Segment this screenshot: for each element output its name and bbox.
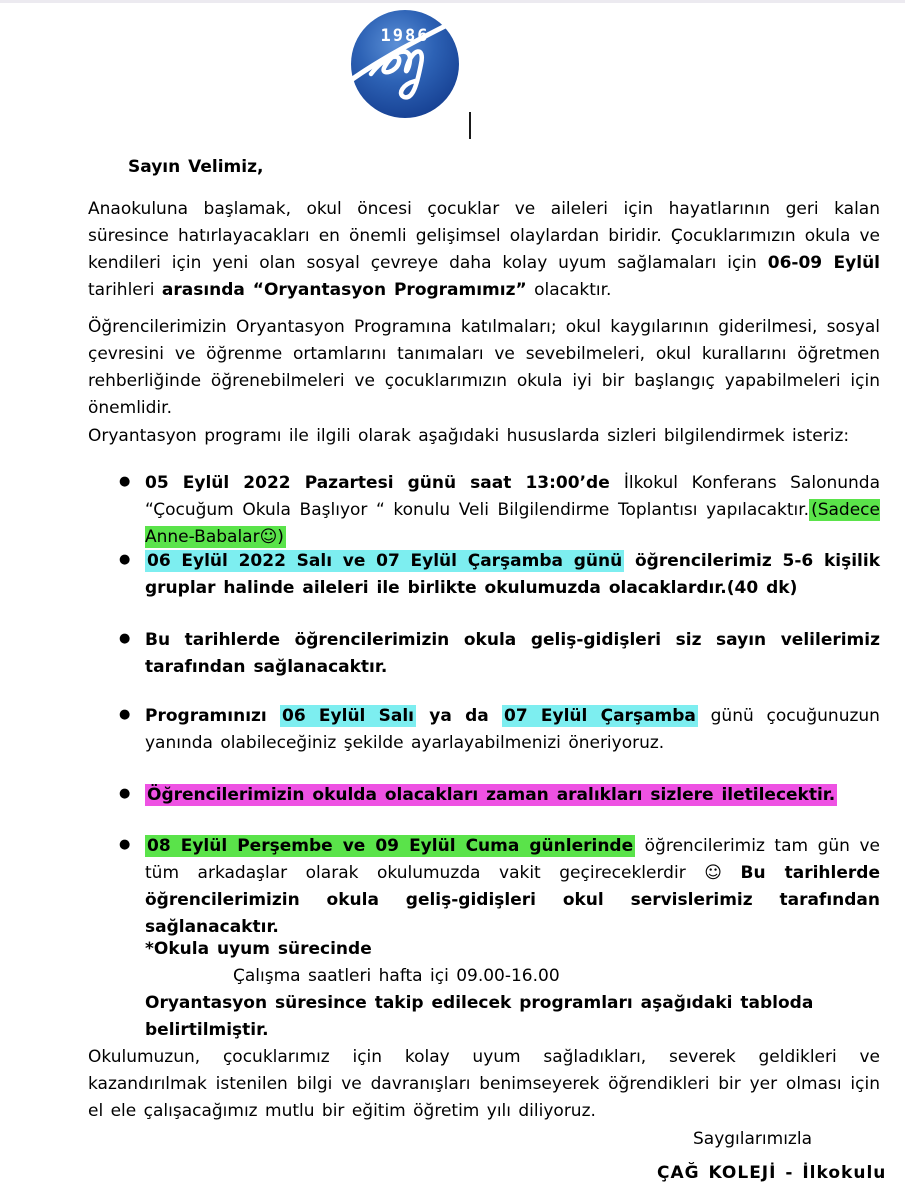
text-segment-highlight-cyan: 06 Eylül Salı — [282, 706, 414, 726]
paragraph-bullet-lead-in: Oryantasyon programı ile ilgili olarak aşağıdaki hususlarda sizleri bilgilendirmek isteriz: — [88, 426, 850, 446]
text-segment-highlight-green: 08 Eylül Perşembe ve 09 Eylül Cuma günlerinde — [147, 836, 634, 856]
text-segment: 06-09 Eylül — [767, 253, 880, 273]
text-cursor-caret — [469, 112, 471, 139]
text-segment: ya da — [416, 706, 502, 726]
text-segment: Anaokuluna başlamak, okul öncesi çocuklar ve aileleri için hayatlarının geri kalan süresince hatırlayacakları en önemli gelişimsel olaylardan biridir. Çocuklarımızın okula ve kendileri için yeni olan sosyal çevreye daha kolay uyum sağlamaları için — [88, 199, 880, 273]
text-segment-highlight-magenta: Öğrencilerimizin okulda olacakları zaman aralıkları sizlere iletilecektir. — [147, 785, 836, 805]
bullet-text — [145, 835, 880, 937]
text-segment: Programınızı — [145, 706, 280, 726]
bullet-text — [145, 784, 837, 806]
bullet-parent-transport — [119, 627, 880, 681]
text-segment-highlight-green: (Sadece Anne-Babalar☺) — [145, 500, 880, 547]
text-segment: 05 Eylül 2022 Pazartesi günü saat 13:00’de — [145, 473, 624, 493]
text-segment: günü çocuğunuzun yanında olabileceğiniz şekilde ayarlayabilmenizi öneriyoruz. — [145, 706, 880, 753]
bullet-text — [145, 550, 880, 598]
text-segment: tarihleri — [88, 280, 162, 300]
note-adaptation-title: *Okula uyum sürecinde — [145, 939, 372, 959]
text-segment: olacaktır. — [526, 280, 612, 300]
paragraph-closing: Okulumuzun, çocuklarımız için kolay uyum sağladıkları, severek geldikleri ve kazandırılmak istenilen bilgi ve davranışları benimseyerek öğrendikleri bir yer olması için el ele çalışacağımız mutlu bir eğitim öğretim yılı diliyoruz. — [88, 1047, 880, 1121]
school-logo — [347, 8, 463, 120]
bullet-text — [145, 630, 880, 677]
signature-school-name: ÇAĞ KOLEJİ - İlkokulu — [657, 1163, 887, 1183]
paragraph-intro — [88, 196, 880, 304]
bullet-schedule-suggestion — [119, 703, 880, 757]
salutation: Sayın Velimiz, — [128, 157, 264, 177]
logo-year: 1986 — [380, 26, 430, 46]
text-segment: Bu tarihlerde öğrencilerimizin okula geliş-gidişleri okul servislerimiz tarafından sağlanacaktır. — [145, 863, 880, 937]
bullet-full-day-sept-8-9 — [119, 833, 880, 941]
bullet-groups-sept-6-7 — [119, 548, 880, 602]
text-segment: öğrencilerimiz 5-6 kişilik gruplar halinde aileleri ile birlikte okulumuzda olacaklardır.(40 dk) — [145, 551, 880, 598]
bullet-dot-icon: ● — [119, 786, 131, 801]
text-segment-highlight-cyan: 07 Eylül Çarşamba — [503, 706, 696, 726]
bullet-text — [145, 473, 880, 548]
signoff: Saygılarımızla — [693, 1129, 812, 1149]
page-top-edge — [0, 0, 905, 3]
text-segment: arasında “Oryantasyon Programımız” — [161, 280, 527, 300]
text-segment: öğrencilerimiz tam gün ve tüm arkadaşlar olarak okulumuzda vakit geçireceklerdir ☺ — [145, 836, 880, 883]
paragraph-orientation-benefits: Öğrencilerimizin Oryantasyon Programına katılmaları; okul kaygılarının giderilmesi, sosyal çevresini ve öğrenme ortamlarını tanımaları ve sevebilmeleri, okul kurallarını öğretmen rehberliğinde öğrenebilmeleri ve çocuklarımızın okula iyi bir başlangıç yapabilmeleri için önemlidir. — [88, 317, 880, 418]
bullet-time-slots-notice — [119, 782, 880, 809]
text-segment: İlkokul Konferans Salonunda “Çocuğum Okula Başlıyor “ konulu Veli Bilgilendirme Toplantısı yapılacaktır. — [145, 473, 880, 520]
note-table-reference: Oryantasyon süresince takip edilecek programları aşağıdaki tabloda belirtilmiştir. — [145, 993, 814, 1040]
bullet-dot-icon: ● — [119, 837, 131, 852]
note-working-hours: Çalışma saatleri hafta içi 09.00-16.00 — [233, 966, 560, 986]
school-logo-icon — [347, 8, 463, 120]
bullet-dot-icon: ● — [119, 552, 131, 567]
bullet-text — [145, 705, 880, 753]
bullet-dot-icon: ● — [119, 474, 131, 489]
bullet-dot-icon: ● — [119, 631, 131, 646]
bullet-meeting-sept-5 — [119, 470, 880, 551]
text-segment-highlight-cyan: 06 Eylül 2022 Salı ve 07 Eylül Çarşamba günü — [147, 551, 623, 571]
bullet-dot-icon: ● — [119, 707, 131, 722]
text-segment: Bu tarihlerde öğrencilerimizin okula geliş-gidişleri siz sayın velilerimiz tarafından sağlanacaktır. — [145, 630, 880, 677]
